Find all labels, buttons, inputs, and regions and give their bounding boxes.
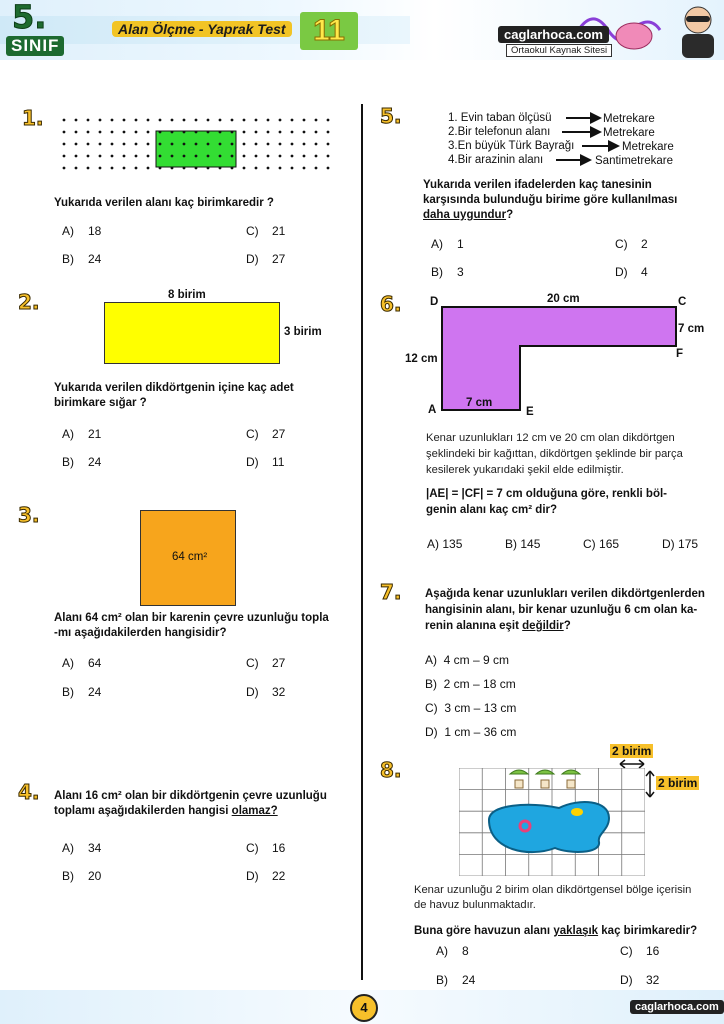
grid-dot xyxy=(303,143,306,146)
q1-option-a[interactable]: A) 18 xyxy=(62,224,102,238)
q1-option-b[interactable]: B) 24 xyxy=(62,252,102,266)
q6-label-c: C xyxy=(678,296,687,308)
grid-dot xyxy=(279,119,282,122)
grid-dot xyxy=(147,167,150,170)
grid-dot xyxy=(183,143,186,146)
grid-dot xyxy=(291,155,294,158)
grid-dot xyxy=(75,119,78,122)
q3-square-label: 64 cm² xyxy=(172,551,208,563)
q3-number: 3. xyxy=(18,503,40,527)
grid-dot xyxy=(135,167,138,170)
grid-dot xyxy=(255,119,258,122)
grid-dot xyxy=(291,143,294,146)
grid-dot xyxy=(75,155,78,158)
grid-dot xyxy=(255,155,258,158)
grid-dot xyxy=(327,131,330,134)
grid-dot xyxy=(315,167,318,170)
q5-option-a[interactable]: A) 1 xyxy=(431,237,464,251)
q3-text-line1: Alanı 64 cm² olan bir karenin çevre uzunluğu topla xyxy=(54,612,329,624)
q5-unit-2: Metrekare xyxy=(603,127,655,139)
grid-dot xyxy=(315,143,318,146)
grid-dot xyxy=(327,119,330,122)
grid-dot xyxy=(123,155,126,158)
grid-dot xyxy=(327,143,330,146)
umbrella-icon xyxy=(562,770,580,774)
q5-text-line2: karşısında bulunduğu birime göre kullanılması xyxy=(423,194,678,206)
grid-dot xyxy=(195,167,198,170)
q6-label-d: D xyxy=(430,296,439,308)
grid-dot xyxy=(87,143,90,146)
grid-dot xyxy=(219,119,222,122)
q2-top-label: 8 birim xyxy=(168,289,206,301)
grid-dot xyxy=(111,167,114,170)
grid-dot xyxy=(207,131,210,134)
grid-dot xyxy=(195,155,198,158)
q6-top-dimension: 20 cm xyxy=(547,293,580,305)
q6-condition-line2: genin alanı kaç cm² dir? xyxy=(426,504,558,516)
grid-dot xyxy=(219,131,222,134)
grid-dot xyxy=(123,119,126,122)
grid-dot xyxy=(159,119,162,122)
q4-number: 4. xyxy=(18,780,40,804)
q4-option-c[interactable]: C) 16 xyxy=(246,841,286,855)
q7-text-line1: Aşağıda kenar uzunlukları verilen dikdörtgenlerden xyxy=(425,588,705,600)
grid-dot xyxy=(111,131,114,134)
grid-dot xyxy=(207,167,210,170)
site-subtitle: Ortaokul Kaynak Sitesi xyxy=(506,44,612,57)
grid-dot xyxy=(75,131,78,134)
sunbed-icon xyxy=(567,780,575,788)
q1-dot-grid xyxy=(60,116,336,180)
q5-item-1: 1. Evin taban ölçüsü xyxy=(448,112,552,124)
q6-label-e: E xyxy=(526,406,534,418)
q2-option-a[interactable]: A) 21 xyxy=(62,427,102,441)
q5-option-d[interactable]: D) 4 xyxy=(615,265,648,279)
q8-side-label: 2 birim xyxy=(658,776,698,790)
q3-option-d[interactable]: D) 32 xyxy=(246,685,286,699)
q6-right-dimension: 7 cm xyxy=(678,323,705,335)
grid-dot xyxy=(219,143,222,146)
grid-dot xyxy=(123,143,126,146)
q6-para-line2: şeklindeki bir kağıttan, dikdörtgen şeklinde bir parça xyxy=(426,448,683,460)
q4-text-line2: toplamı aşağıdakilerden hangisi olamaz? xyxy=(54,805,278,817)
grid-dot xyxy=(195,119,198,122)
grid-dot xyxy=(75,143,78,146)
q6-label-f: F xyxy=(676,348,684,360)
grid-dot xyxy=(135,143,138,146)
grid-dot xyxy=(171,155,174,158)
grid-dot xyxy=(231,167,234,170)
page-title: Alan Ölçme - Yaprak Test xyxy=(112,21,292,37)
grid-dot xyxy=(195,143,198,146)
q5-item-4: 4.Bir arazinin alanı xyxy=(448,154,544,166)
grid-dot xyxy=(87,131,90,134)
q8-option-d[interactable]: D) 32 xyxy=(620,973,660,987)
q2-text-line2: birimkare sığar ? xyxy=(54,397,147,409)
grid-dot xyxy=(99,119,102,122)
grid-dot xyxy=(63,119,66,122)
q8-option-a[interactable]: A) 8 xyxy=(436,944,469,958)
q1-number: 1. xyxy=(22,106,44,130)
q2-option-d[interactable]: D) 11 xyxy=(246,455,285,469)
grid-dot xyxy=(183,119,186,122)
q6-condition-line1: |AE| = |CF| = 7 cm olduğuna göre, renkli böl- xyxy=(426,488,667,500)
q2-option-c[interactable]: C) 27 xyxy=(246,427,286,441)
grid-dot xyxy=(279,155,282,158)
umbrella-icon xyxy=(536,770,554,774)
q6-option-c[interactable]: C) 165 xyxy=(583,537,620,551)
grid-dot xyxy=(303,131,306,134)
q3-option-b[interactable]: B) 24 xyxy=(62,685,102,699)
grid-dot xyxy=(219,167,222,170)
q3-text-line2: -mı aşağıdakilerden hangisidir? xyxy=(54,627,227,639)
q8-number: 8. xyxy=(380,758,402,782)
q5-option-c[interactable]: C) 2 xyxy=(615,237,648,251)
column-divider xyxy=(361,104,363,980)
q5-item-3: 3.En büyük Türk Bayrağı xyxy=(448,140,575,152)
grid-dot xyxy=(171,167,174,170)
q8-option-b[interactable]: B) 24 xyxy=(436,973,476,987)
q5-number: 5. xyxy=(380,104,402,128)
grid-dot xyxy=(123,167,126,170)
grid-dot xyxy=(183,131,186,134)
grid-dot xyxy=(99,143,102,146)
grid-dot xyxy=(159,131,162,134)
grid-dot xyxy=(147,143,150,146)
sunbed-icon xyxy=(541,780,549,788)
q8-pool-grid xyxy=(459,768,645,876)
grid-dot xyxy=(111,143,114,146)
q1-text: Yukarıda verilen alanı kaç birimkaredir ? xyxy=(54,197,274,209)
q6-label-a: A xyxy=(428,404,437,416)
grid-dot xyxy=(63,167,66,170)
grid-dot xyxy=(87,167,90,170)
grid-dot xyxy=(291,167,294,170)
grid-dot xyxy=(279,131,282,134)
q2-side-label: 3 birim xyxy=(284,326,322,338)
q5-option-b[interactable]: B) 3 xyxy=(431,265,464,279)
grid-dot xyxy=(63,143,66,146)
grid-dot xyxy=(111,155,114,158)
q6-bottom-dimension: 7 cm xyxy=(466,397,493,409)
q7-option-b[interactable]: B) 2 cm – 18 cm xyxy=(425,677,516,691)
grid-dot xyxy=(159,143,162,146)
grid-dot xyxy=(111,119,114,122)
q2-number: 2. xyxy=(18,290,40,314)
q1-green-region xyxy=(156,131,236,167)
grid-dot xyxy=(87,119,90,122)
grid-dot xyxy=(231,131,234,134)
grid-dot xyxy=(243,119,246,122)
grid-dot xyxy=(207,155,210,158)
footer-site-logo[interactable]: caglarhoca.com xyxy=(630,1000,724,1014)
grade-label: SINIF xyxy=(6,36,64,56)
grid-dot xyxy=(255,143,258,146)
grid-dot xyxy=(123,131,126,134)
umbrella-icon xyxy=(510,770,528,774)
q6-number: 6. xyxy=(380,292,402,316)
grid-dot xyxy=(291,131,294,134)
grid-dot xyxy=(231,143,234,146)
q5-text-line1: Yukarıda verilen ifadelerden kaç tanesinin xyxy=(423,179,652,191)
pool-shape xyxy=(489,802,609,852)
q6-option-a[interactable]: A) 135 xyxy=(427,537,463,551)
q8-vertical-arrow xyxy=(644,769,656,799)
q6-left-dimension: 12 cm xyxy=(405,353,438,365)
grid-dot xyxy=(267,143,270,146)
grid-dot xyxy=(135,131,138,134)
grid-dot xyxy=(183,155,186,158)
grid-dot xyxy=(171,131,174,134)
q5-item-2: 2.Bir telefonun alanı xyxy=(448,126,551,138)
sunbed-icon xyxy=(515,780,523,788)
q5-text-line3: daha uygundur? xyxy=(423,209,514,221)
grid-dot xyxy=(315,131,318,134)
grid-dot xyxy=(231,119,234,122)
q6-figure xyxy=(398,290,710,420)
q5-unit-3: Metrekare xyxy=(622,141,674,153)
q3-option-a[interactable]: A) 64 xyxy=(62,656,102,670)
grid-dot xyxy=(135,119,138,122)
q2-rectangle xyxy=(104,302,280,364)
q8-para-line1: Kenar uzunluğu 2 birim olan dikdörtgensel bölge içerisin xyxy=(414,884,692,896)
q8-option-c[interactable]: C) 16 xyxy=(620,944,660,958)
duck-float-icon xyxy=(571,808,583,816)
grid-dot xyxy=(99,167,102,170)
grid-dot xyxy=(267,155,270,158)
q7-option-d[interactable]: D) 1 cm – 36 cm xyxy=(425,725,517,739)
q4-option-a[interactable]: A) 34 xyxy=(62,841,102,855)
q5-unit-4: Santimetrekare xyxy=(595,155,673,167)
q3-option-c[interactable]: C) 27 xyxy=(246,656,286,670)
q8-para-line2: de havuz bulunmaktadır. xyxy=(414,899,536,911)
grid-dot xyxy=(147,155,150,158)
grid-dot xyxy=(315,155,318,158)
grid-dot xyxy=(75,167,78,170)
q6-para-line1: Kenar uzunlukları 12 cm ve 20 cm olan dikdörtgen xyxy=(426,432,675,444)
q7-option-a[interactable]: A) 4 cm – 9 cm xyxy=(425,653,510,667)
page-number: 4 xyxy=(350,994,378,1022)
grid-dot xyxy=(63,131,66,134)
q8-top-label: 2 birim xyxy=(612,744,652,758)
q4-option-b[interactable]: B) 20 xyxy=(62,869,102,883)
grid-dot xyxy=(327,155,330,158)
grid-dot xyxy=(279,143,282,146)
q6-option-b[interactable]: B) 145 xyxy=(505,537,541,551)
site-logo[interactable]: caglarhoca.com xyxy=(498,26,609,43)
grid-dot xyxy=(255,131,258,134)
q6-para-line3: kesilerek yukarıdaki şekil elde edilmiştir. xyxy=(426,464,624,476)
grid-dot xyxy=(243,167,246,170)
grid-dot xyxy=(159,155,162,158)
grid-dot xyxy=(303,119,306,122)
grade-number: 5. xyxy=(12,0,47,36)
grid-dot xyxy=(243,143,246,146)
grid-dot xyxy=(171,119,174,122)
grid-dot xyxy=(147,131,150,134)
grid-dot xyxy=(135,155,138,158)
q2-text-line1: Yukarıda verilen dikdörtgenin içine kaç adet xyxy=(54,382,294,394)
q1-option-d[interactable]: D) 27 xyxy=(246,252,286,266)
q8-question: Buna göre havuzun alanı yaklaşık kaç birimkaredir? xyxy=(414,925,698,937)
grid-dot xyxy=(99,131,102,134)
grid-dot xyxy=(303,167,306,170)
q7-text-line2: hangisinin alanı, bir kenar uzunluğu 6 cm olan ka- xyxy=(425,604,698,616)
grid-dot xyxy=(243,131,246,134)
grid-dot xyxy=(63,155,66,158)
q7-text-line3: renin alanına eşit değildir? xyxy=(425,620,571,632)
grid-dot xyxy=(99,155,102,158)
q2-option-b[interactable]: B) 24 xyxy=(62,455,102,469)
q5-unit-1: Metrekare xyxy=(603,113,655,125)
grid-dot xyxy=(147,119,150,122)
q4-text-line1: Alanı 16 cm² olan bir dikdörtgenin çevre uzunluğu xyxy=(54,790,327,802)
grid-dot xyxy=(327,167,330,170)
grid-dot xyxy=(195,131,198,134)
grid-dot xyxy=(303,155,306,158)
grid-dot xyxy=(207,119,210,122)
grid-dot xyxy=(159,167,162,170)
q4-option-d[interactable]: D) 22 xyxy=(246,869,286,883)
grid-dot xyxy=(171,143,174,146)
grid-dot xyxy=(243,155,246,158)
test-number: 11 xyxy=(300,12,358,50)
grid-dot xyxy=(267,119,270,122)
q1-option-c[interactable]: C) 21 xyxy=(246,224,286,238)
grid-dot xyxy=(267,167,270,170)
grid-dot xyxy=(315,119,318,122)
grid-dot xyxy=(255,167,258,170)
grid-dot xyxy=(219,155,222,158)
q6-option-d[interactable]: D) 175 xyxy=(662,537,699,551)
q7-option-c[interactable]: C) 3 cm – 13 cm xyxy=(425,701,517,715)
grid-dot xyxy=(87,155,90,158)
q7-number: 7. xyxy=(380,580,402,604)
grid-dot xyxy=(207,143,210,146)
teacher-avatar xyxy=(674,2,722,58)
grid-dot xyxy=(279,167,282,170)
grid-dot xyxy=(291,119,294,122)
grid-dot xyxy=(267,131,270,134)
grid-dot xyxy=(231,155,234,158)
grid-dot xyxy=(183,167,186,170)
